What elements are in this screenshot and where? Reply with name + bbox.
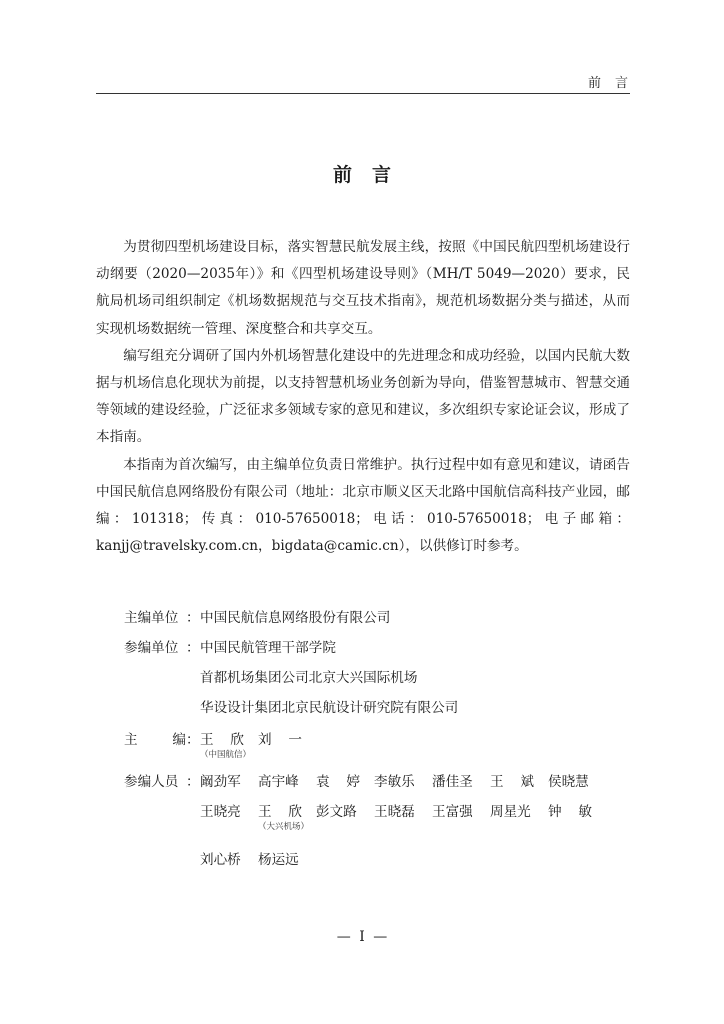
char: 敏 [578, 804, 592, 820]
participant-note: （大兴机场） [258, 822, 310, 832]
paragraph-1: 为贯彻四型机场建设目标，落实智慧民航发展主线，按照《中国民航四型机场建设行动纲要（2020—2035年）》和《四型机场建设导则》（MH/T 5049—2020）要求，民航局机场司组织制定《机场数据规范与交互技术指南》，规范机场数据分类与描述，从而实现机场数据统一管理、深度整合和共享交互。 [96, 239, 630, 337]
preface-body [96, 234, 630, 560]
header-rule [96, 93, 630, 94]
name [258, 800, 302, 820]
participating-unit-1: 中国民航管理干部学院 [200, 640, 336, 656]
chief-unit-value: 中国民航信息网络股份有限公司 [200, 610, 391, 626]
page-title: 前言 [332, 164, 411, 186]
running-head: 前言 [587, 76, 642, 91]
name: 阚劲军 [200, 774, 241, 790]
char: 斌 [520, 774, 534, 790]
chief-editor-label-text [124, 728, 186, 748]
colon: ： [186, 640, 200, 656]
name: 潘佳圣 [432, 774, 473, 790]
char: 王 [258, 804, 272, 820]
char: 钟 [548, 804, 562, 820]
colon: ： [186, 610, 200, 626]
char: 主 [124, 732, 138, 748]
name: 刘心桥 [200, 852, 241, 868]
name: 彭文路 [316, 804, 357, 820]
char: 编 [172, 732, 186, 748]
participants-label: 参编人员 [124, 774, 179, 790]
participating-unit-3: 华设设计集团北京民航设计研究院有限公司 [200, 700, 459, 716]
colon: ： [186, 774, 200, 790]
name [548, 800, 592, 820]
name [258, 728, 302, 748]
name [200, 728, 244, 748]
name: 高宇峰 [258, 774, 299, 790]
name: 王晓亮 [200, 804, 241, 820]
participating-unit-2: 首都机场集团公司北京大兴国际机场 [200, 670, 418, 686]
paragraph-3: 本指南为首次编写，由主编单位负责日常维护。执行过程中如有意见和建议，请函告中国民航信息网络股份有限公司（地址：北京市顺义区天北路中国航信高科技产业园，邮编：101318；传真：010-57650018；电话：010-57650018；电子邮箱：kanjj@travelsky.com.cn，bigdata@camic.cn），以供修订时参考。 [96, 456, 630, 555]
chief-editor-note: （中国航信） [200, 750, 252, 760]
name: 王晓磊 [374, 804, 415, 820]
colon: ： [186, 732, 200, 748]
char: 刘 [258, 732, 272, 748]
name: 李敏乐 [374, 774, 415, 790]
name: 侯晓慧 [548, 774, 589, 790]
char: 欣 [288, 804, 302, 820]
page-number: — I — [336, 929, 388, 945]
participating-unit-label: 参编单位 [124, 640, 179, 656]
chief-unit-label: 主编单位 [124, 610, 179, 626]
name: 王富强 [432, 804, 473, 820]
name: 杨运远 [258, 852, 299, 868]
char: 欣 [230, 732, 244, 748]
name: 周星光 [490, 804, 531, 820]
name [316, 770, 360, 790]
char: 王 [490, 774, 504, 790]
char: 一 [288, 732, 302, 748]
paragraph-2: 编写组充分调研了国内外机场智慧化建设中的先进理念和成功经验，以国内民航大数据与机场信息化现状为前提，以支持智慧机场业务创新为导向，借鉴智慧城市、智慧交通等领域的建设经验，广泛征求多领域专家的意见和建议，多次组织专家论证会议，形成了本指南。 [96, 347, 630, 446]
char: 袁 [316, 774, 330, 790]
char: 王 [200, 732, 214, 748]
char: 婷 [346, 774, 360, 790]
name [490, 770, 534, 790]
